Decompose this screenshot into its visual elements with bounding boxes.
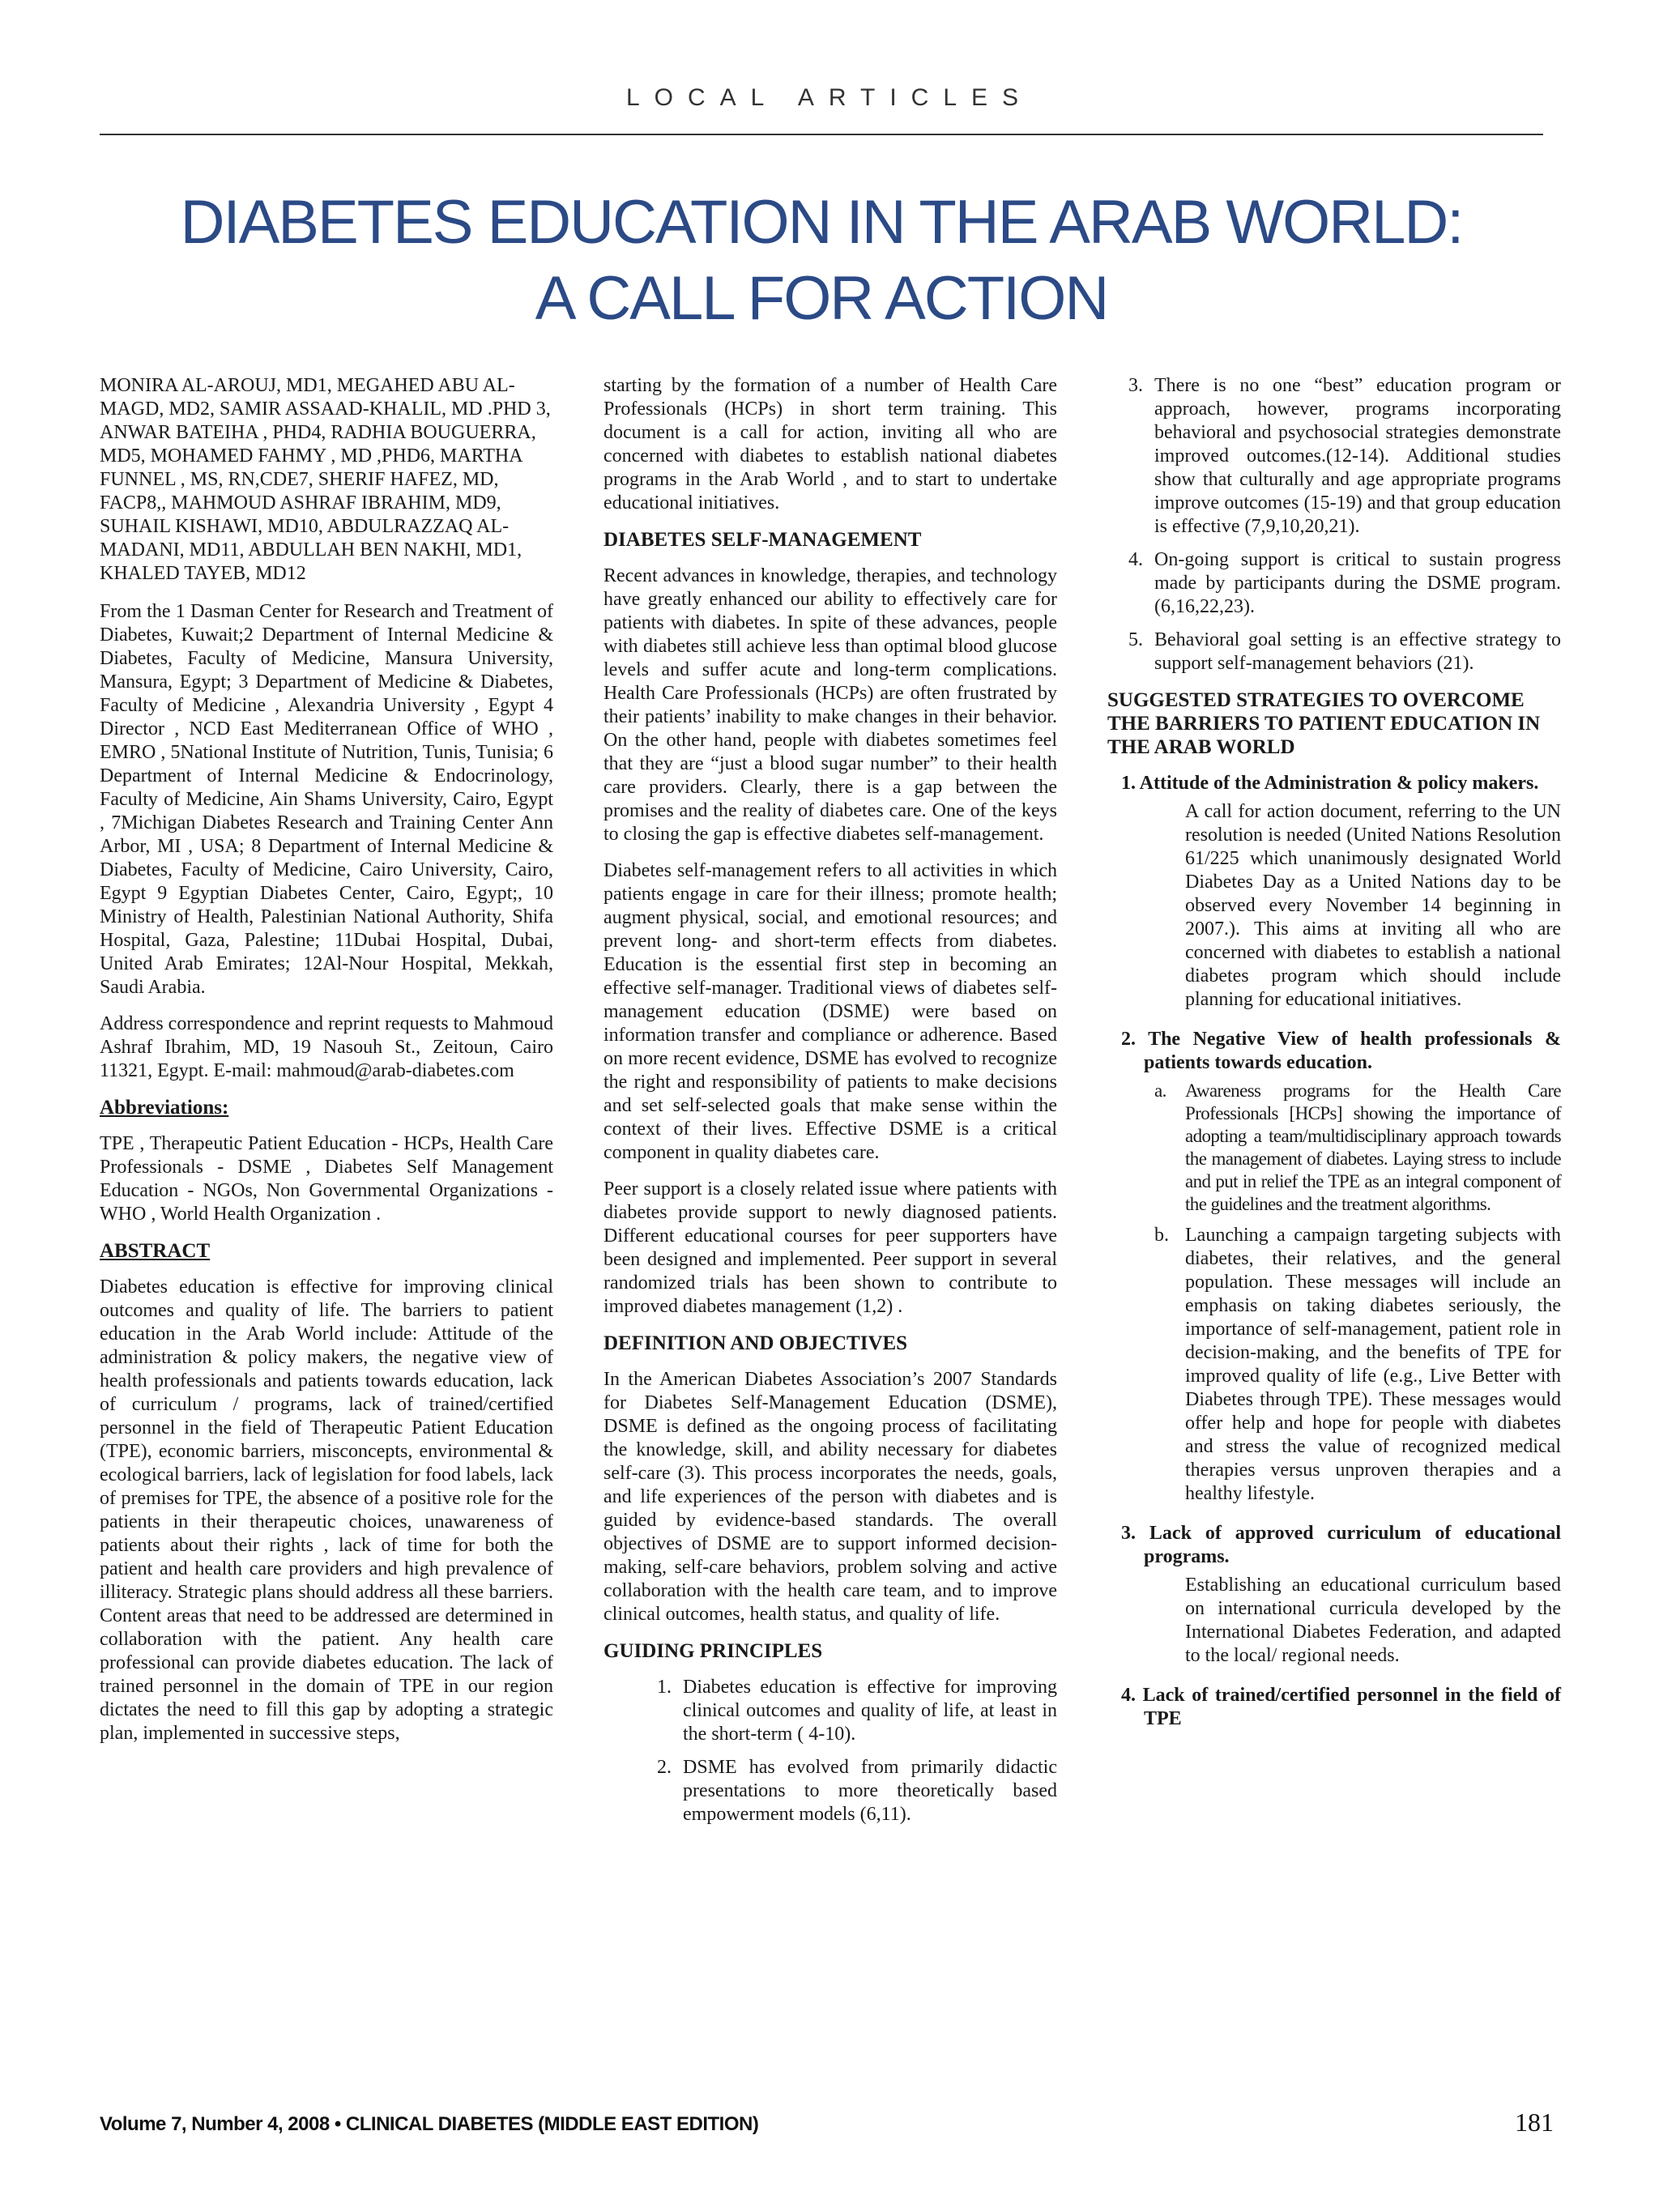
list-item — [1107, 548, 1561, 619]
guiding-principles-list-part-1 — [603, 1676, 1057, 1826]
header-rule — [100, 134, 1543, 135]
list-number: 5. — [1128, 629, 1143, 650]
list-text: Behavioral goal setting is an effective strategy to support self-management behaviors (21). — [1154, 629, 1561, 674]
strategy-text: Establishing an educational curriculum based on international curricula developed by the International Diabetes Federation, and adapted to the local/ regional needs. — [1185, 1575, 1561, 1666]
article-title — [100, 185, 1543, 337]
page-number: 181 — [1515, 2108, 1554, 2137]
list-item — [1107, 374, 1561, 539]
strategy-title: 4. Lack of trained/certified personnel in the field of TPE — [1121, 1685, 1561, 1729]
strategies-heading: SUGGESTED STRATEGIES TO OVERCOME THE BARRIERS TO PATIENT EDUCATION IN THE ARAB WORLD — [1107, 689, 1541, 758]
list-item — [1107, 629, 1561, 676]
title-line-1: DIABETES EDUCATION IN THE ARAB WORLD: — [180, 188, 1463, 257]
column-3 — [1107, 374, 1561, 1747]
section-label: LOCAL ARTICLES — [625, 84, 1034, 111]
list-text: DSME has evolved from primarily didactic presentations to more theoretically based empowerment models (6,11). — [683, 1757, 1057, 1825]
list-text: Launching a campaign targeting subjects with diabetes, their relatives, and the general population. These messages will include an emphasis on taking diabetes seriously, the importance of self-management, patient role in decision-making, and the benefits of TPE for improved quality of life (e.g., Live Better with Diabetes through TPE). These messages would offer help and hope for people with diabetes and stress the value of recognized medical therapies versus unproven therapies and a healthy lifestyle. — [1185, 1225, 1561, 1504]
affiliations: From the 1 Dasman Center for Research and Treatment of Diabetes, Kuwait;2 Department of Internal Medicine & Diabetes, Faculty of Medicine, Mansura University, Mansura, Egypt; 3 Department of Medicine & Diabetes, Faculty of Medicine , Alexandria University , Egypt 4 Director , NCD East Mediterranean Office of WHO , EMRO , 5National Institute of Nutrition, Tunis, Tunisia; 6 Department of Internal Medicine & Endocrinology, Faculty of Medicine, Ain Shams University, Cairo, Egypt , 7Michigan Diabetes Research and Training Center Ann Arbor, MI , USA; 8 Department of Internal Medicine & Diabetes, Faculty of Medicine, Cairo University, Cairo, Egypt 9 Egyptian Diabetes Center, Cairo, Egypt;, 10 Ministry of Health, Palestinian National Authority, Shifa Hospital, Gaza, Palestine; 11Dubai Hospital, Dubai, United Arab Emirates; 12Al-Nour Hospital, Mekkah, Saudi Arabia. — [100, 601, 553, 998]
column-2 — [603, 374, 1057, 1839]
self-management-heading: DIABETES SELF-MANAGEMENT — [603, 529, 922, 551]
definition-text: In the American Diabetes Association’s 2007 Standards for Diabetes Self-Management Education (DSME), DSME is defined as the ongoing process of facilitating the knowledge, skill, and ability necessary for diabetes self-care (3). This process incorporates the needs, goals, and life experiences of the person with diabetes and is guided by evidence-based standards. The overall objectives of DSME are to support informed decision-making, self-care behaviors, problem solving and active collaboration with the health care team, and to improve clinical outcomes, health status, and quality of life. — [603, 1369, 1057, 1625]
strategy-title: 3. Lack of approved curriculum of educational programs. — [1121, 1523, 1561, 1567]
abstract-continuation: starting by the formation of a number of Health Care Professionals (HCPs) in short term training. This document is a call for action, inviting all who are concerned with diabetes to establish national diabetes programs in the Arab World , and to start to undertake educational initiatives. — [603, 375, 1057, 514]
abstract-text: Diabetes education is effective for improving clinical outcomes and quality of life. The barriers to patient education in the Arab World include: Attitude of the administration & policy makers, the negative view of health professionals and patients towards education, lack of curriculum / programs, lack of trained/certified personnel in the field of Therapeutic Patient Education (TPE), economic barriers, misconcepts, environmental & ecological barriers, lack of legislation for food labels, lack of premises for TPE, the absence of a positive role for the patients in their therapeutic choices, unawareness of patients about their rights , lack of time for both the patient and health care providers and high prevalence of illiteracy. Strategic plans should address all these barriers. Content areas that need to be addressed are determined in collaboration with the patient. Any health care professional can provide diabetes education. The lack of trained personnel in the domain of TPE in our region dictates the need to fill this gap by adopting a strategic plan, implemented in successive steps, — [100, 1276, 553, 1744]
abbreviations-heading: Abbreviations: — [100, 1097, 229, 1119]
list-text: Awareness programs for the Health Care Professionals [HCPs] showing the importance of adopting a team/multidisciplinary approach towards the management of diabetes. Laying stress to include and put in relief the TPE as an integral component of the guidelines and the treatment algorithms. — [1185, 1080, 1561, 1214]
strategy-2 — [1107, 1028, 1561, 1506]
strategy-title: 2. The Negative View of health professionals & patients towards education. — [1121, 1029, 1561, 1073]
author-list: MONIRA AL-AROUJ, MD1, MEGAHED ABU AL-MAGD, MD2, SAMIR ASSAAD-KHALIL, MD .PHD 3, ANWAR BATEIHA , PHD4, RADHIA BOUGUERRA, MD5, MOHAMED FAHMY , MD ,PHD6, MARTHA FUNNEL , MS, RN,CDE7, SHERIF HAFEZ, MD, FACP8,, MAHMOUD ASHRAF IBRAHIM, MD9, SUHAIL KISHAWI, MD10, ABDULRAZZAQ AL-MADANI, MD11, ABDULLAH BEN NAKHI, MD1, KHALED TAYEB, MD12 — [100, 375, 551, 584]
list-item — [603, 1676, 1057, 1746]
strategy-3 — [1107, 1522, 1561, 1668]
correspondence: Address correspondence and reprint requests to Mahmoud Ashraf Ibrahim, MD, 19 Nasouh St., Zeitoun, Cairo 11321, Egypt. E-mail: mahmoud@arab-diabetes.com — [100, 1013, 553, 1081]
abstract-heading: ABSTRACT — [100, 1240, 211, 1262]
list-number: 4. — [1128, 549, 1143, 570]
strategy-text: A call for action document, referring to the UN resolution is needed (United Nations Resolution 61/225 which unanimously designated World Diabetes Day as a United Nations day to be observed every November 14 beginning in 2007.). This aims at inviting all who are concerned with diabetes to establish a national diabetes program which should include planning for educational initiatives. — [1185, 801, 1561, 1010]
guiding-principles-list-part-2 — [1107, 374, 1561, 676]
column-1 — [100, 374, 553, 1758]
list-number: 2. — [657, 1757, 672, 1778]
self-management-paragraph-1: Recent advances in knowledge, therapies, and technology have greatly enhanced our ability to effectively care for patients with diabetes. In spite of these advances, people with diabetes still achieve less than optimal blood glucose levels and suffer acute and long-term complications. Health Care Professionals (HCPs) are often frustrated by their patients’ inability to make changes in their behavior. On the other hand, people with diabetes sometimes feel that they are “just a blood sugar number” to their health care providers. Clearly, there is a gap between the promises and the reality of diabetes care. One of the keys to closing the gap is effective diabetes self-management. — [603, 565, 1057, 845]
strategy-title: 1. Attitude of the Administration & policy makers. — [1121, 773, 1539, 794]
self-management-paragraph-3: Peer support is a closely related issue where patients with diabetes provide support to newly diagnosed patients. Different educational courses for peer supporters have been designed and implemented. Peer support in several randomized trials has been shown to contribute to improved diabetes management (1,2) . — [603, 1178, 1057, 1317]
list-number: 3. — [1128, 375, 1143, 396]
strategy-4 — [1107, 1684, 1561, 1731]
journal-footer: Volume 7, Number 4, 2008 • CLINICAL DIABETES (MIDDLE EAST EDITION) — [100, 2113, 759, 2135]
strategy-1 — [1107, 772, 1561, 1012]
guiding-principles-heading: GUIDING PRINCIPLES — [603, 1640, 823, 1662]
list-item — [1107, 1080, 1561, 1216]
list-text: Diabetes education is effective for improving clinical outcomes and quality of life, at least in the short-term ( 4-10). — [683, 1677, 1057, 1745]
title-line-2: A CALL FOR ACTION — [535, 264, 1108, 333]
list-number: 1. — [657, 1677, 672, 1698]
list-item — [1107, 1224, 1561, 1506]
abbreviations-text: TPE , Therapeutic Patient Education - HCPs, Health Care Professionals - DSME , Diabetes Self Management Education - NGOs, Non Governmental Organizations - WHO , World Health Organization . — [100, 1133, 553, 1225]
list-text: There is no one “best” education program or approach, however, programs incorporating behavioral and psychosocial strategies demonstrate improved outcomes.(12-14). Additional studies show that culturally and age appropriate programs improve outcomes (15-19) and that group education is effective (7,9,10,20,21). — [1154, 375, 1561, 537]
list-item — [603, 1756, 1057, 1826]
list-letter: a. — [1154, 1080, 1166, 1101]
list-letter: b. — [1154, 1225, 1169, 1246]
definition-heading: DEFINITION AND OBJECTIVES — [603, 1332, 908, 1354]
self-management-paragraph-2: Diabetes self-management refers to all activities in which patients engage in care for their illness; promote health; augment physical, social, and emotional resources; and prevent long- and short-term effects from diabetes. Education is the essential first step in becoming an effective self-manager. Traditional views of diabetes self-management education (DSME) were based on information transfer and compliance or adherence. Based on more recent evidence, DSME has evolved to recognize the right and responsibility of patients to make decisions and set self-selected goals that make sense within the context of their lives. Effective DSME is a critical component in quality diabetes care. — [603, 860, 1057, 1163]
list-text: On-going support is critical to sustain progress made by participants during the DSME program. (6,16,22,23). — [1154, 549, 1561, 617]
